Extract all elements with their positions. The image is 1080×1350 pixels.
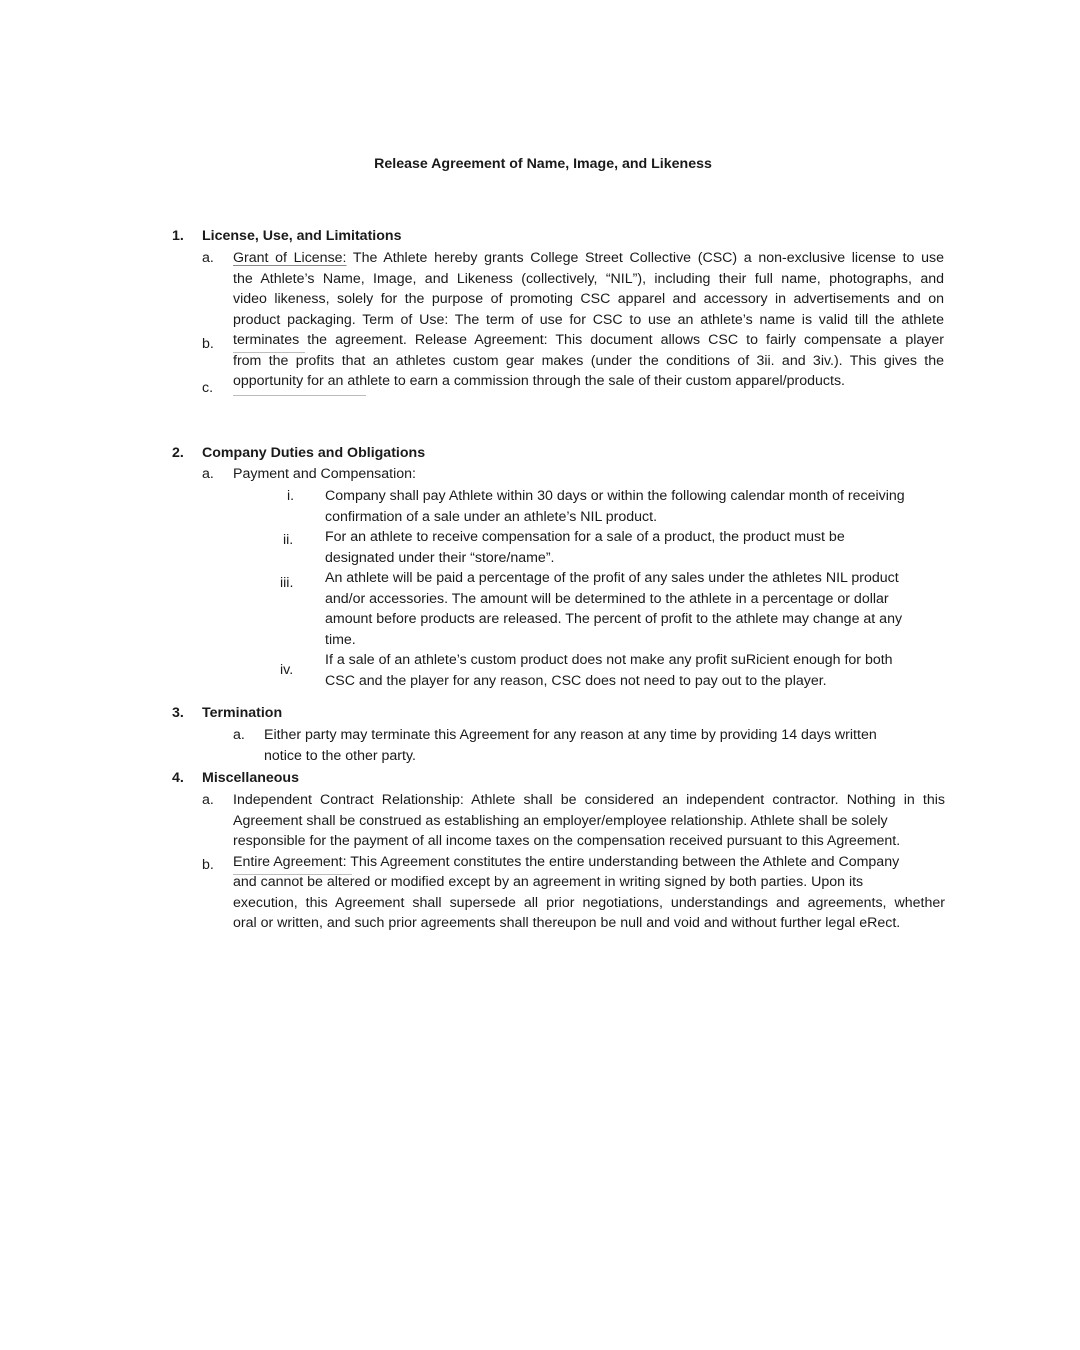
section-1-line-1: Grant of License: The Athlete hereby grants College Street Collective (CSC) a non-exclusive license to use <box>233 250 944 266</box>
section-3-item-a-line-2: notice to the other party. <box>264 747 416 764</box>
subitem-iv-line-2: CSC and the player for any reason, CSC does not need to pay out to the player. <box>325 672 827 689</box>
section-1-item-c-marker: c. <box>202 380 214 396</box>
section-4-item-b-line-2: and cannot be altered or modified except by an agreement in writing signed by both parties. Upon its <box>233 874 864 890</box>
section-1-line-4: product packaging. Term of Use: The term of use for CSC to use an athlete’s name is valid till the athlete <box>233 311 944 328</box>
section-4-item-b-line-3: execution, this Agreement shall supersede all prior negotiations, understandings and agreements, whether <box>233 894 945 911</box>
subitem-ii-line-1: For an athlete to receive compensation for a sale of a product, the product must be <box>325 529 845 545</box>
section-2-heading: Company Duties and Obligations <box>202 445 426 461</box>
subitem-i-marker: i. <box>287 488 295 504</box>
section-3-item-a-marker: a. <box>233 727 245 743</box>
section-3-heading: Termination <box>202 705 283 721</box>
section-4-number: 4. <box>172 770 184 786</box>
subitem-iv-marker: iv. <box>280 662 294 678</box>
section-4-heading: Miscellaneous <box>202 770 299 786</box>
section-4-item-b-marker: b. <box>202 857 214 873</box>
subitem-iii-marker: iii. <box>280 575 294 591</box>
section-4-item-a-marker: a. <box>202 792 214 808</box>
section-1-line-3: video likeness, solely for the purpose of promoting CSC apparel and accessory in advertisements and on <box>233 291 944 307</box>
section-3-number: 3. <box>172 705 184 721</box>
section-4-item-a-line-1: Independent Contract Relationship: Athlete shall be considered an independent contractor. Nothing in this <box>233 792 945 808</box>
release-agreement-underline <box>233 395 366 396</box>
subitem-iii-line-2: and/or accessories. The amount will be determined to the athlete in a percentage or dollar <box>325 590 889 607</box>
section-4-item-b-line-4: oral or written, and such prior agreements shall thereupon be null and void and without further legal eRect. <box>233 915 901 931</box>
section-1-item-a-marker: a. <box>202 250 214 266</box>
grant-of-license-label: Grant of License: <box>233 250 347 266</box>
section-1-number: 1. <box>172 228 184 244</box>
subitem-iii-line-4: time. <box>325 631 356 648</box>
entire-agreement-label: Entire Agreement: <box>233 853 347 870</box>
section-1-item-b-marker: b. <box>202 336 214 352</box>
section-4-item-b-line-1: Entire Agreement: This Agreement constitutes the entire understanding between the Athlete and Company <box>233 853 900 870</box>
section-4-item-a-line-3: responsible for the payment of all income taxes on the compensation received pursuant to this Agreement. <box>233 833 901 849</box>
section-1-heading: License, Use, and Limitations <box>202 228 402 244</box>
subitem-i-line-1: Company shall pay Athlete within 30 days or within the following calendar month of receiving <box>325 488 905 504</box>
subitem-ii-marker: ii. <box>283 532 294 548</box>
section-3-item-a-line-1: Either party may terminate this Agreement for any reason at any time by providing 14 days written <box>264 727 877 743</box>
document-title: Release Agreement of Name, Image, and Likeness <box>374 156 712 172</box>
subitem-iv-line-1: If a sale of an athlete’s custom product does not make any profit suRicient enough for both <box>325 652 893 668</box>
section-1-line-2: the Athlete’s Name, Image, and Likeness (collectively, “NIL”), including their full name, photographs, and <box>233 270 944 287</box>
subitem-iii-line-1: An athlete will be paid a percentage of the profit of any sales under the athletes NIL product <box>325 570 899 586</box>
subitem-iii-line-3: amount before products are released. The percent of profit to the athlete may change at any <box>325 611 903 627</box>
subitem-i-line-2: confirmation of a sale under an athlete’s NIL product. <box>325 508 658 525</box>
section-1-line-7: opportunity for an athlete to earn a commission through the sale of their custom apparel/products. <box>233 373 845 389</box>
subitem-ii-line-2: designated under their “store/name”. <box>325 549 555 566</box>
section-1-line-6: from the profits that an athletes custom gear makes (under the conditions of 3ii. and 3iv.). This gives the <box>233 352 944 369</box>
section-1-line-5: terminates the agreement. Release Agreement: This document allows CSC to fairly compensate a player <box>233 332 944 348</box>
section-2-item-a-text: Payment and Compensation: <box>233 466 416 482</box>
section-4-item-a-line-2: Agreement shall be construed as establishing an employer/employee relationship. Athlete shall be solely <box>233 812 888 829</box>
section-2-number: 2. <box>172 445 184 461</box>
section-2-item-a-marker: a. <box>202 466 214 482</box>
